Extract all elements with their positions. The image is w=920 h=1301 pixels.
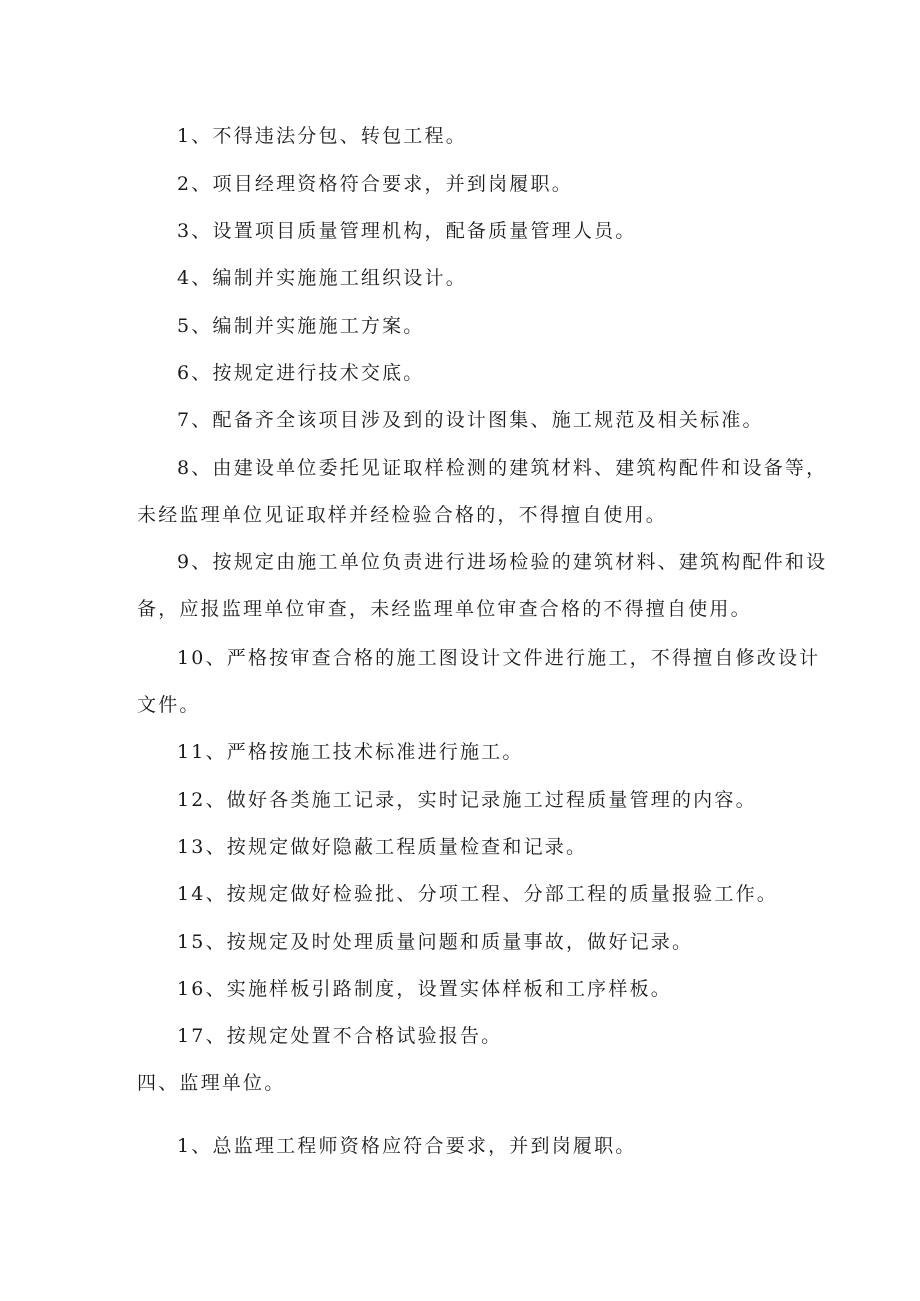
- list-item: 15、按规定及时处理质量问题和质量事故，做好记录。: [177, 931, 694, 953]
- section-heading: 四、监理单位。: [137, 1072, 286, 1094]
- list-item-line: 8、由建设单位委托见证取样检测的建筑材料、建筑构配件和设备等，: [177, 457, 828, 479]
- list-item-line: 9、按规定由施工单位负责进行进场检验的建筑材料、建筑构配件和设: [177, 551, 828, 573]
- list-item: 4、编制并实施施工组织设计。: [177, 267, 467, 289]
- list-item-continuation: 未经监理单位见证取样并经检验合格的，不得擅自使用。: [137, 504, 668, 526]
- list-item: 1、总监理工程师资格应符合要求，并到岗履职。: [177, 1135, 637, 1157]
- list-item: 16、实施样板引路制度，设置实体样板和工序样板。: [177, 978, 672, 1000]
- list-item: 11、严格按施工技术标准进行施工。: [177, 741, 524, 763]
- list-item: 17、按规定处置不合格试验报告。: [177, 1025, 503, 1047]
- list-item: 7、配备齐全该项目涉及到的设计图集、施工规范及相关标准。: [177, 409, 764, 431]
- list-item: 3、设置项目质量管理机构，配备质量管理人员。: [177, 220, 637, 242]
- list-item: 12、做好各类施工记录，实时记录施工过程质量管理的内容。: [177, 789, 757, 811]
- list-item: 13、按规定做好隐蔽工程质量检查和记录。: [177, 836, 588, 858]
- list-item: 5、编制并实施施工方案。: [177, 315, 425, 337]
- list-item: 2、项目经理资格符合要求，并到岗履职。: [177, 173, 573, 195]
- list-item: 1、不得违法分包、转包工程。: [177, 125, 467, 147]
- list-item-line: 10、严格按审查合格的施工图设计文件进行施工，不得擅自修改设计: [177, 647, 821, 669]
- list-item: 6、按规定进行技术交底。: [177, 362, 425, 384]
- list-item-continuation: 备，应报监理单位审查，未经监理单位审查合格的不得擅自使用。: [137, 598, 752, 620]
- list-item-continuation: 文件。: [137, 694, 201, 716]
- list-item: 14、按规定做好检验批、分项工程、分部工程的质量报验工作。: [177, 883, 778, 905]
